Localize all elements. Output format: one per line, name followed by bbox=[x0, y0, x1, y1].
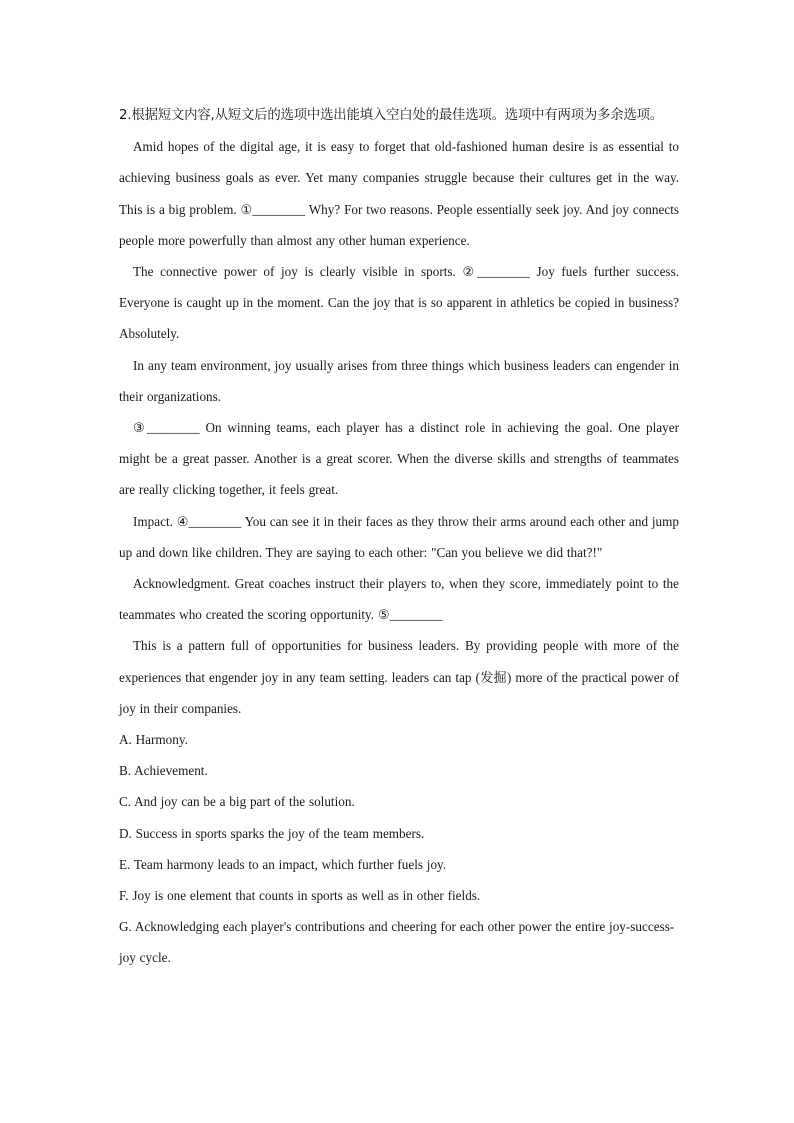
option-a: A. Harmony. bbox=[119, 732, 188, 748]
option-g: G. Acknowledging each player's contributions and cheering for each other power the entire joy-success-joy cycle. bbox=[119, 919, 675, 966]
passage-paragraph-6: Acknowledgment. Great coaches instruct their players to, when they score, immediately point to the teammates who created the scoring opportunity. ⑤________ bbox=[119, 576, 679, 623]
option-e: E. Team harmony leads to an impact, which further fuels joy. bbox=[119, 856, 447, 872]
exercise-content bbox=[119, 100, 679, 974]
passage-paragraph-1: Amid hopes of the digital age, it is easy to forget that old-fashioned human desire is as essential to achieving business goals as ever. Yet many companies struggle because their cultures get in the way. This is a big problem. ①________ Why? For two reasons. People essentially seek joy. And joy connects people more powerfully than almost any other human experience. bbox=[119, 139, 679, 248]
passage-paragraph-5: Impact. ④________ You can see it in their faces as they throw their arms around each other and jump up and down like children. They are saying to each other: "Can you believe we did that?!" bbox=[119, 513, 679, 560]
passage-paragraph-3: In any team environment, joy usually arises from three things which business leaders can engender in their organizations. bbox=[119, 357, 679, 404]
passage-paragraph-4: ③________ On winning teams, each player has a distinct role in achieving the goal. One player might be a great passer. Another is a great scorer. When the diverse skills and strengths of teammates are really clicking together, it feels great. bbox=[119, 420, 679, 498]
passage-paragraph-2: The connective power of joy is clearly visible in sports. ②________ Joy fuels further success. Everyone is caught up in the moment. Can the joy that is so apparent in athletics be copied in business? Absolutely. bbox=[119, 264, 679, 342]
option-d: D. Success in sports sparks the joy of the team members. bbox=[119, 825, 425, 841]
exercise-instructions: 2.根据短文内容,从短文后的选项中选出能填入空白处的最佳选项。选项中有两项为多余选项。 bbox=[119, 108, 664, 123]
option-f: F. Joy is one element that counts in sports as well as in other fields. bbox=[119, 888, 481, 904]
option-b: B. Achievement. bbox=[119, 763, 208, 779]
passage-paragraph-7: This is a pattern full of opportunities for business leaders. By providing people with more of the experiences that engender joy in any team setting. leaders can tap (发掘) more of the practical power of joy in their companies. bbox=[119, 638, 679, 716]
option-c: C. And joy can be a big part of the solution. bbox=[119, 794, 355, 810]
